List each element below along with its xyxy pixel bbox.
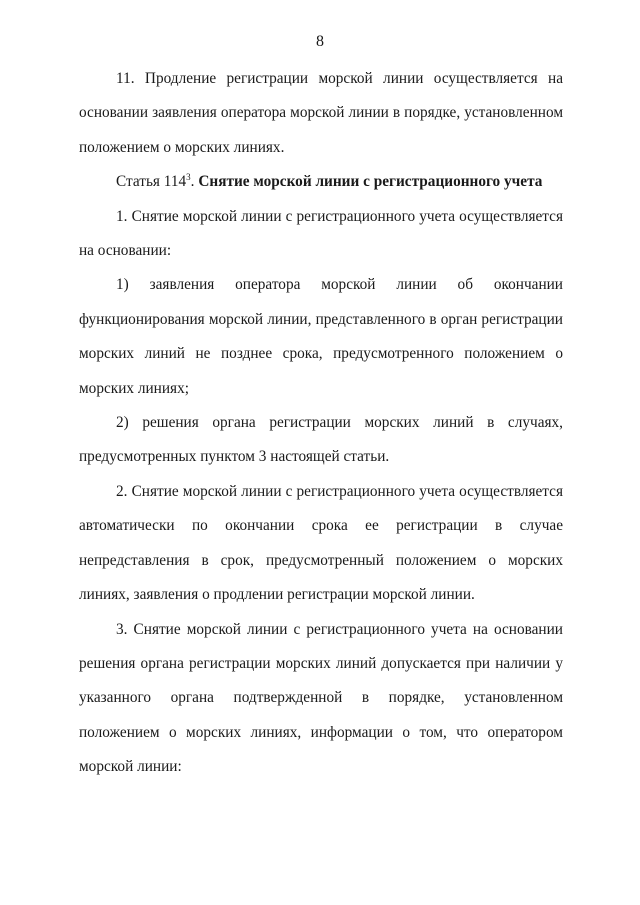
article-superscript: 3 (186, 172, 191, 183)
paragraph-item-1-1: 1) заявления оператора морской линии об окончании функционирования морской линии, представленного в орган регистрации морских линий не позднее срока, предусмотренного положением о морских линиях; (79, 276, 563, 397)
article-dot: . (190, 173, 195, 191)
paragraph-item-1: 1. Снятие морской линии с регистрационного учета осуществляется на основании: (79, 207, 563, 260)
article-title: Снятие морской линии с регистрационного учета (198, 173, 543, 191)
article-heading (79, 165, 563, 199)
paragraph-item-2: 2. Снятие морской линии с регистрационного учета осуществляется автоматически по окончании срока ее регистрации в случае непредставления в срок, предусмотренный положением о морских линиях, заявления о продлении регистрации морской линии. (79, 482, 563, 604)
paragraph-11: 11. Продление регистрации морской линии осуществляется на основании заявления оператора морской линии в порядке, установленном положением о морских линиях. (79, 70, 563, 156)
document-body (79, 62, 563, 785)
paragraph-item-3: 3. Снятие морской линии с регистрационного учета на основании решения органа регистрации морских линий допускается при наличии у указанного органа подтвержденной в порядке, установленном положением о морских линиях, информации о том, что оператором морской линии: (79, 620, 563, 776)
paragraph-item-1-2: 2) решения органа регистрации морских линий в случаях, предусмотренных пунктом 3 настоящей статьи. (79, 414, 563, 466)
page-number: 8 (316, 33, 324, 50)
article-prefix: Статья 114 (116, 173, 187, 191)
